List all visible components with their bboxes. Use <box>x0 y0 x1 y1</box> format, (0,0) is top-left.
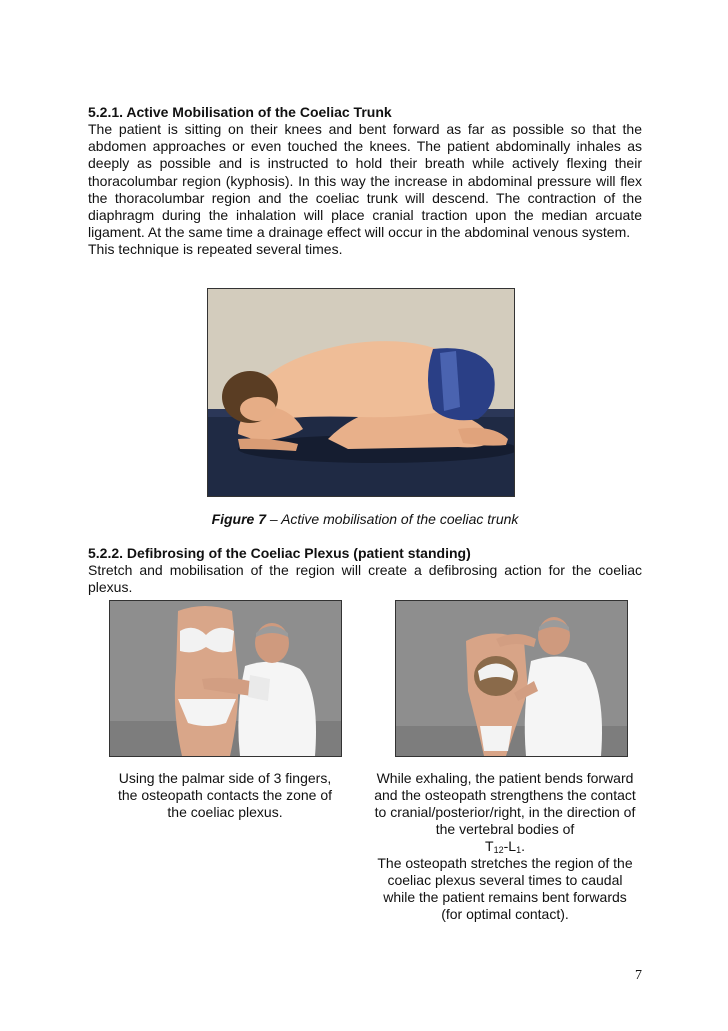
figure-caption-text: – Active mobilisation of the coeliac trunk <box>266 511 519 527</box>
section-closing-line: This technique is repeated several times. <box>88 241 343 258</box>
section-heading: 5.2.2. Defibrosing of the Coeliac Plexus (patient standing) <box>88 545 471 561</box>
vertebra-t-number: 12 <box>493 845 504 855</box>
section-paragraph: Stretch and mobilisation of the region will create a defibrosing action for the coeliac plexus. <box>88 562 642 596</box>
section-active-mobilisation <box>88 104 642 258</box>
right-technique-photo <box>395 600 628 757</box>
left-photo-caption: Using the palmar side of 3 fingers, the osteopath contacts the zone of the coeliac plexus. <box>117 770 333 820</box>
page-number: 7 <box>635 968 642 983</box>
section-paragraph: The patient is sitting on their knees and bent forward as far as possible so that the abdomen approaches or even touched the knees. The patient abdominally inhales as deeply as possible and is instructed to hold their breath while actively flexing their thoracolumbar region (kyphosis). In this way the increase in abdominal pressure will flex the thoracolumbar region and the coeliac trunk will descend. The contraction of the diaphragm during the inhalation will place cranial traction upon the median arcuate ligament. At the same time a drainage effect will occur in the abdominal venous system. <box>88 121 642 241</box>
figure-7-photo <box>207 288 515 497</box>
left-technique-photo <box>109 600 342 757</box>
right-caption-part2: The osteopath stretches the region of the coeliac plexus several times to caudal while the patient remains bent forwards (for optimal contact). <box>377 855 633 922</box>
vertebra-t-letter: T <box>485 838 494 854</box>
section-defibrosing <box>88 545 642 596</box>
vertebra-l-letter: -L <box>503 838 517 854</box>
section-heading: 5.2.1. Active Mobilisation of the Coeliac Trunk <box>88 104 392 120</box>
right-caption-part1: While exhaling, the patient bends forward and the osteopath strengthens the contact to cranial/posterior/right, in the direction of the vertebral bodies of <box>374 770 636 837</box>
figure-7-caption <box>88 511 642 528</box>
figure-label: Figure 7 <box>211 511 267 527</box>
vertebra-range <box>485 838 525 854</box>
vertebra-l-number: 1 <box>516 845 522 855</box>
right-photo-caption <box>372 770 638 923</box>
vertebra-period: . <box>521 838 525 854</box>
